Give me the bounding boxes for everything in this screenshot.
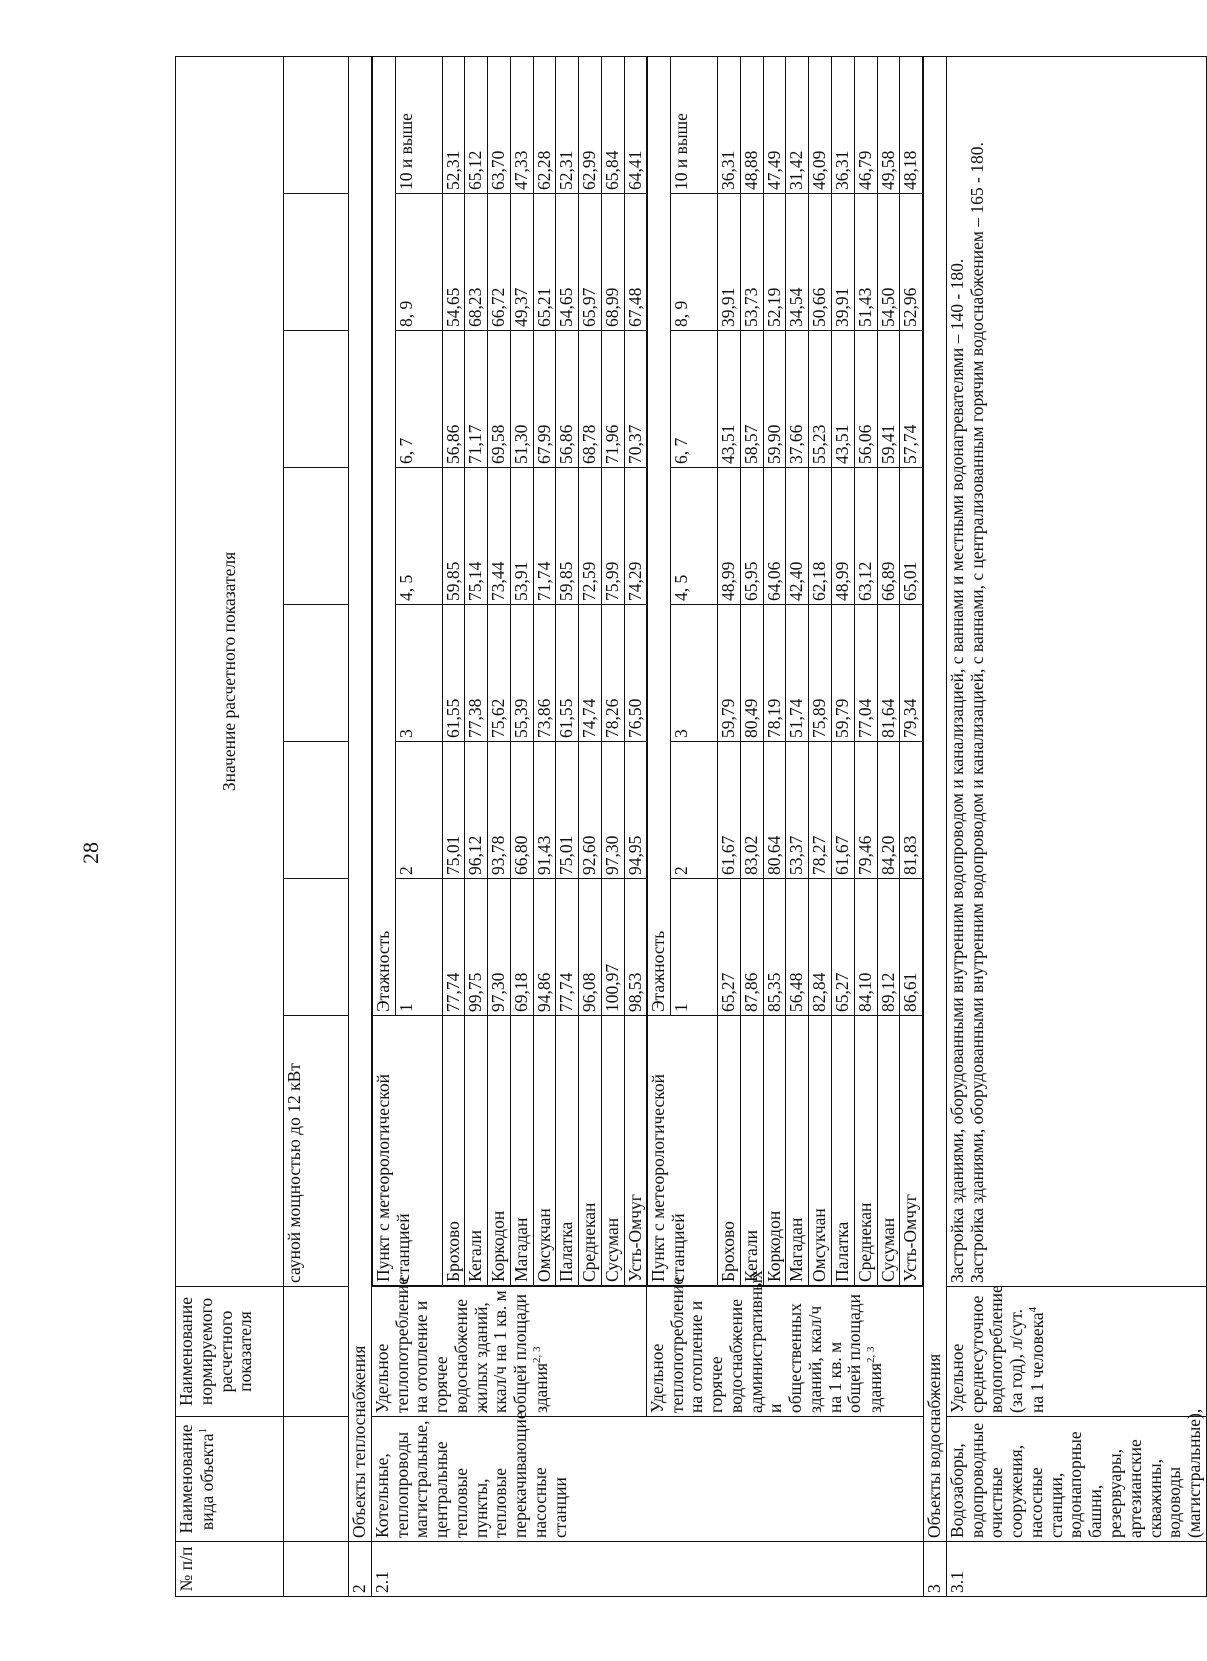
public-value: 31,42 — [786, 56, 809, 193]
residential-value: 94,86 — [533, 879, 556, 1016]
residential-value: 100,97 — [601, 879, 624, 1016]
residential-row — [488, 56, 511, 1285]
residential-value: 97,30 — [601, 742, 624, 879]
public-value: 59,79 — [718, 605, 741, 742]
row-3-1-ind: Удельное среднесуточное водопотребление (за год), л/сут. на 1 человека$^4$ — [946, 1287, 1206, 1417]
residential-floor-col: 1 — [395, 879, 442, 1016]
residential-value: 98,53 — [624, 879, 647, 1016]
public-station-name: Среднекан — [854, 1016, 877, 1286]
public-value: 65,01 — [900, 468, 923, 605]
residential-value: 55,39 — [510, 605, 533, 742]
residential-station-name: Кегали — [465, 1016, 488, 1286]
public-value: 48,99 — [718, 468, 741, 605]
residential-value: 68,78 — [579, 331, 602, 468]
heat-table-residential — [372, 56, 648, 1286]
row-2-1-num: 2.1 — [371, 1542, 923, 1597]
residential-row — [579, 56, 602, 1285]
section-3-row — [924, 57, 947, 1597]
row-2-1-values — [371, 57, 923, 1287]
section-3-title: Объекты водоснабжения — [924, 57, 947, 1542]
public-value: 34,54 — [786, 194, 809, 331]
residential-value: 52,31 — [442, 56, 465, 193]
residential-value: 68,99 — [601, 194, 624, 331]
residential-value: 97,30 — [488, 879, 511, 1016]
residential-value: 70,37 — [624, 331, 647, 468]
residential-value: 94,95 — [624, 742, 647, 879]
public-value: 75,89 — [809, 605, 832, 742]
public-value: 51,74 — [786, 605, 809, 742]
page-number: 28 — [78, 842, 103, 864]
water-value-2: Застройка зданиями, оборудованными внутренним водопроводом и канализацией, с ваннами, с централизованным горячим водоснабжением – 165 - 180. — [966, 142, 987, 1283]
residential-floor-col: 2 — [395, 742, 442, 879]
public-row — [809, 56, 832, 1285]
residential-value: 54,65 — [556, 194, 579, 331]
public-station-name: Омсукчан — [809, 1016, 832, 1286]
public-value: 52,96 — [900, 194, 923, 331]
residential-value: 92,60 — [579, 742, 602, 879]
residential-value: 65,21 — [533, 194, 556, 331]
residential-value: 59,85 — [556, 468, 579, 605]
residential-station-name: Брохово — [442, 1016, 465, 1286]
public-value: 36,31 — [718, 56, 741, 193]
residential-floor-col: 10 и выше — [395, 56, 442, 193]
residential-value: 75,01 — [556, 742, 579, 879]
public-value: 59,79 — [832, 605, 855, 742]
residential-value: 56,86 — [442, 331, 465, 468]
residential-station-label: Пункт с метеорологической станцией — [372, 1016, 442, 1286]
public-value: 87,86 — [740, 879, 763, 1016]
residential-value: 93,78 — [488, 742, 511, 879]
public-value: 61,67 — [832, 742, 855, 879]
residential-value: 65,84 — [601, 56, 624, 193]
public-value: 83,02 — [740, 742, 763, 879]
carryover-row — [284, 57, 349, 1597]
public-station-name: Палатка — [832, 1016, 855, 1286]
residential-value: 78,26 — [601, 605, 624, 742]
public-value: 89,12 — [877, 879, 900, 1016]
public-value: 53,37 — [786, 742, 809, 879]
public-value: 42,40 — [786, 468, 809, 605]
residential-value: 75,01 — [442, 742, 465, 879]
residential-value: 63,70 — [488, 56, 511, 193]
carryover-text: сауной мощностью до 12 кВт — [284, 1016, 348, 1286]
carryover-cell — [284, 57, 349, 1287]
public-value: 81,64 — [877, 605, 900, 742]
public-value: 56,48 — [786, 879, 809, 1016]
section-2-row — [349, 57, 372, 1597]
row-3-1-values — [946, 57, 1206, 1287]
public-value: 84,10 — [854, 879, 877, 1016]
heat-table-public — [647, 56, 923, 1286]
residential-row — [442, 56, 465, 1285]
public-value: 64,06 — [763, 468, 786, 605]
public-value: 47,49 — [763, 56, 786, 193]
public-value: 86,61 — [900, 879, 923, 1016]
residential-value: 71,74 — [533, 468, 556, 605]
public-row — [786, 56, 809, 1285]
carryover-grid — [284, 57, 348, 1286]
residential-value: 77,74 — [442, 879, 465, 1016]
residential-value: 74,74 — [579, 605, 602, 742]
public-value: 65,27 — [832, 879, 855, 1016]
public-value: 51,43 — [854, 194, 877, 331]
public-value: 77,04 — [854, 605, 877, 742]
public-value: 57,74 — [900, 331, 923, 468]
public-value: 65,27 — [718, 879, 741, 1016]
rotated-page — [175, 57, 1205, 1597]
indicators-table — [175, 56, 1207, 1597]
public-value: 52,19 — [763, 194, 786, 331]
public-value: 53,73 — [740, 194, 763, 331]
public-value: 48,88 — [740, 56, 763, 193]
residential-value: 65,12 — [465, 56, 488, 193]
public-value: 46,09 — [809, 56, 832, 193]
residential-value: 49,37 — [510, 194, 533, 331]
public-value: 43,51 — [718, 331, 741, 468]
public-value: 65,95 — [740, 468, 763, 605]
section-2-title: Объекты теплоснабжения — [349, 57, 372, 1542]
residential-value: 67,48 — [624, 194, 647, 331]
row-2-1-obj: Котельные, теплопроводы магистральные, центральные тепловые пункты, тепловые перекачивающие насосные станции — [371, 1417, 923, 1542]
residential-station-name: Сусуман — [601, 1016, 624, 1286]
residential-value: 66,80 — [510, 742, 533, 879]
residential-value: 62,28 — [533, 56, 556, 193]
residential-station-name: Омсукчан — [533, 1016, 556, 1286]
public-value: 58,57 — [740, 331, 763, 468]
row-3-1 — [946, 57, 1206, 1597]
residential-value: 91,43 — [533, 742, 556, 879]
residential-value: 73,44 — [488, 468, 511, 605]
public-row — [900, 56, 923, 1285]
residential-value: 66,72 — [488, 194, 511, 331]
residential-value: 59,85 — [442, 468, 465, 605]
row-2-1-indicators — [371, 1270, 923, 1417]
public-value: 79,34 — [900, 605, 923, 742]
residential-value: 47,33 — [510, 56, 533, 193]
public-value: 56,06 — [854, 331, 877, 468]
residential-row — [465, 56, 488, 1285]
row-2-1 — [371, 57, 923, 1597]
residential-row — [510, 56, 533, 1285]
public-value: 49,58 — [877, 56, 900, 193]
public-value: 39,91 — [718, 194, 741, 331]
row-3-1-num: 3.1 — [946, 1542, 1206, 1597]
public-value: 78,27 — [809, 742, 832, 879]
residential-floor-col: 3 — [395, 605, 442, 742]
public-floor-col: 4, 5 — [671, 468, 718, 605]
public-floor-col: 8, 9 — [671, 194, 718, 331]
residential-value: 51,30 — [510, 331, 533, 468]
residential-station-name: Коркодон — [488, 1016, 511, 1286]
residential-value: 52,31 — [556, 56, 579, 193]
public-value: 50,66 — [809, 194, 832, 331]
public-value: 80,64 — [763, 742, 786, 879]
public-value: 66,89 — [877, 468, 900, 605]
residential-value: 65,97 — [579, 194, 602, 331]
residential-row — [556, 56, 579, 1285]
residential-value: 54,65 — [442, 194, 465, 331]
header-obj: Наименование вида объекта$^1$ — [176, 1417, 284, 1542]
residential-station-name: Усть-Омчуг — [624, 1016, 647, 1286]
residential-value: 75,99 — [601, 468, 624, 605]
public-value: 48,18 — [900, 56, 923, 193]
residential-value: 53,91 — [510, 468, 533, 605]
public-row — [832, 56, 855, 1285]
residential-value: 56,86 — [556, 331, 579, 468]
residential-station-name: Среднекан — [579, 1016, 602, 1286]
water-value-1: Застройка зданиями, оборудованными внутренним водопроводом и канализацией, с ваннами и местными водонагревателями – 140 - 180. — [946, 258, 967, 1283]
header-ind: Наименование нормируемого расчетного показателя — [176, 1287, 284, 1417]
residential-value: 73,86 — [533, 605, 556, 742]
residential-value: 96,08 — [579, 879, 602, 1016]
public-value: 39,91 — [832, 194, 855, 331]
residential-value: 77,38 — [465, 605, 488, 742]
public-value: 80,49 — [740, 605, 763, 742]
public-value: 46,79 — [854, 56, 877, 193]
residential-station-name: Магадан — [510, 1016, 533, 1286]
row-3-1-obj: Водозаборы, водопроводные очистные сооружения, насосные станции, водонапорные башни, резервуары, артезианские скважины, водоводы (магистральные), — [946, 1417, 1206, 1542]
residential-row — [601, 56, 624, 1285]
header-val: Значение расчетного показателя — [176, 57, 284, 1287]
public-value: 79,46 — [854, 742, 877, 879]
section-2-num: 2 — [349, 1542, 372, 1597]
residential-row — [624, 56, 647, 1285]
public-value: 82,84 — [809, 879, 832, 1016]
public-station-name: Брохово — [718, 1016, 741, 1286]
public-floor-col: 10 и выше — [671, 56, 718, 193]
public-value: 36,31 — [832, 56, 855, 193]
public-floor-col: 6, 7 — [671, 331, 718, 468]
public-value: 43,51 — [832, 331, 855, 468]
public-value: 62,18 — [809, 468, 832, 605]
public-value: 61,67 — [718, 742, 741, 879]
residential-value: 76,50 — [624, 605, 647, 742]
residential-value: 71,96 — [601, 331, 624, 468]
residential-row — [533, 56, 556, 1285]
public-station-name: Коркодон — [763, 1016, 786, 1286]
public-value: 59,90 — [763, 331, 786, 468]
public-value: 81,83 — [900, 742, 923, 879]
public-station-name: Кегали — [740, 1016, 763, 1286]
residential-value: 62,99 — [579, 56, 602, 193]
public-row — [854, 56, 877, 1285]
public-station-name: Магадан — [786, 1016, 809, 1286]
residential-floors-label: Этажность — [372, 56, 395, 1015]
public-floor-col: 1 — [671, 879, 718, 1016]
residential-value: 69,58 — [488, 331, 511, 468]
public-floor-col: 3 — [671, 605, 718, 742]
residential-floor-col: 6, 7 — [395, 331, 442, 468]
public-station-name: Усть-Омчуг — [900, 1016, 923, 1286]
residential-value: 71,17 — [465, 331, 488, 468]
public-value: 78,19 — [763, 605, 786, 742]
residential-value: 99,75 — [465, 879, 488, 1016]
public-row — [877, 56, 900, 1285]
header-num: № п/п — [176, 1542, 284, 1597]
residential-value: 96,12 — [465, 742, 488, 879]
public-value: 59,41 — [877, 331, 900, 468]
residential-value: 77,74 — [556, 879, 579, 1016]
public-value: 63,12 — [854, 468, 877, 605]
residential-value: 68,23 — [465, 194, 488, 331]
public-station-label: Пункт с метеорологической станцией — [648, 1016, 718, 1286]
residential-floor-col: 4, 5 — [395, 468, 442, 605]
residential-value: 72,59 — [579, 468, 602, 605]
public-value: 85,35 — [763, 879, 786, 1016]
indicator-public: Удельное теплопотребление на отопление и горячее водоснабжение административных и общественных зданий, ккал/ч на 1 кв. м общей площади здания$^{2, 3}$ — [646, 1270, 886, 1413]
public-value: 37,66 — [786, 331, 809, 468]
public-value: 55,23 — [809, 331, 832, 468]
residential-value: 64,41 — [624, 56, 647, 193]
public-value: 54,50 — [877, 194, 900, 331]
public-row — [718, 56, 741, 1285]
residential-value: 75,14 — [465, 468, 488, 605]
residential-value: 69,18 — [510, 879, 533, 1016]
public-floors-label: Этажность — [648, 56, 671, 1015]
public-floor-col: 2 — [671, 742, 718, 879]
residential-value: 74,29 — [624, 468, 647, 605]
residential-station-name: Палатка — [556, 1016, 579, 1286]
public-value: 84,20 — [877, 742, 900, 879]
public-row — [763, 56, 786, 1285]
table-header — [176, 57, 284, 1597]
indicator-residential: Удельное теплопотребление на отопление и горячее водоснабжение жилых зданий, ккал/ч на 1 кв. м общей площади здания$^{2, 3}$ — [372, 1287, 647, 1416]
residential-value: 67,99 — [533, 331, 556, 468]
public-row — [740, 56, 763, 1285]
public-value: 48,99 — [832, 468, 855, 605]
section-3-num: 3 — [924, 1542, 947, 1597]
residential-value: 75,62 — [488, 605, 511, 742]
residential-value: 61,55 — [556, 605, 579, 742]
residential-value: 61,55 — [442, 605, 465, 742]
residential-floor-col: 8, 9 — [395, 194, 442, 331]
public-station-name: Сусуман — [877, 1016, 900, 1286]
